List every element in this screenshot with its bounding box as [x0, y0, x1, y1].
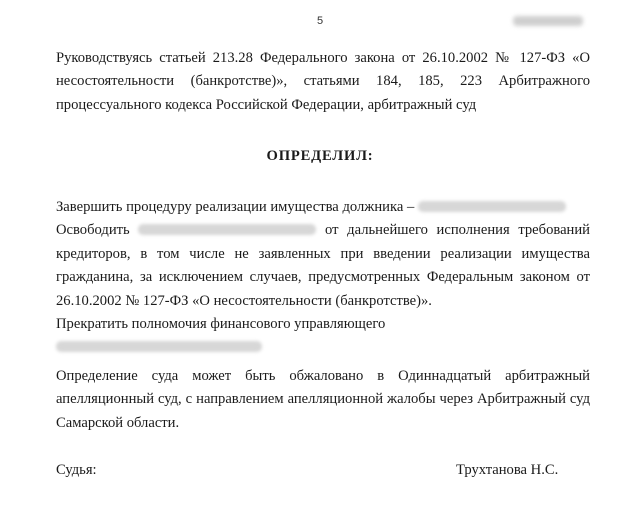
page-number: 5: [316, 15, 324, 27]
preamble-paragraph: Руководствуясь статьей 213.28 Федерального закона от 26.10.2002 № 127-ФЗ «О несостоятельности (банкротстве)», статьями 184, 185, 223 Арбитражного процессуального кодекса Российской Федерации, арбитражный суд: [56, 50, 590, 113]
judge-name: Трухтанова Н.С.: [456, 462, 559, 478]
ruling-release-line1: [56, 219, 590, 242]
appeal-block: [56, 365, 590, 435]
judge-label: Судья:: [56, 462, 97, 478]
ruling-release-suffix: от дальнейшего исполнения требований: [325, 222, 590, 239]
redacted-debtor-name-2: [138, 224, 316, 235]
redacted-case-number: [513, 16, 583, 26]
ruling-release-continuation: кредиторов, в том числе не заявленных при введении реализации имущества гражданина, за исключением случаев, предусмотренных Федеральным законом от 26.10.2002 № 127-ФЗ «О несостоятельности (банкротстве)».: [56, 245, 590, 309]
ruling-terminate-text: Прекратить полномочия финансового управляющего: [56, 316, 386, 333]
appeal-paragraph: Определение суда может быть обжаловано в Одиннадцатый арбитражный апелляционный суд, с направлением апелляционной жалобы через Арбитражный суд Самарской области.: [56, 368, 590, 431]
preamble-block: [56, 47, 590, 117]
redacted-manager-name: [56, 341, 262, 352]
rulings-block: [56, 196, 590, 360]
redacted-debtor-name: [418, 201, 566, 212]
ruling-complete: [56, 196, 590, 219]
ruling-release-prefix: Освободить: [56, 222, 130, 239]
ruling-terminate: [56, 313, 590, 360]
ruling-heading: ОПРЕДЕЛИЛ:: [266, 148, 374, 164]
ruling-complete-text: Завершить процедуру реализации имущества должника –: [56, 199, 415, 215]
